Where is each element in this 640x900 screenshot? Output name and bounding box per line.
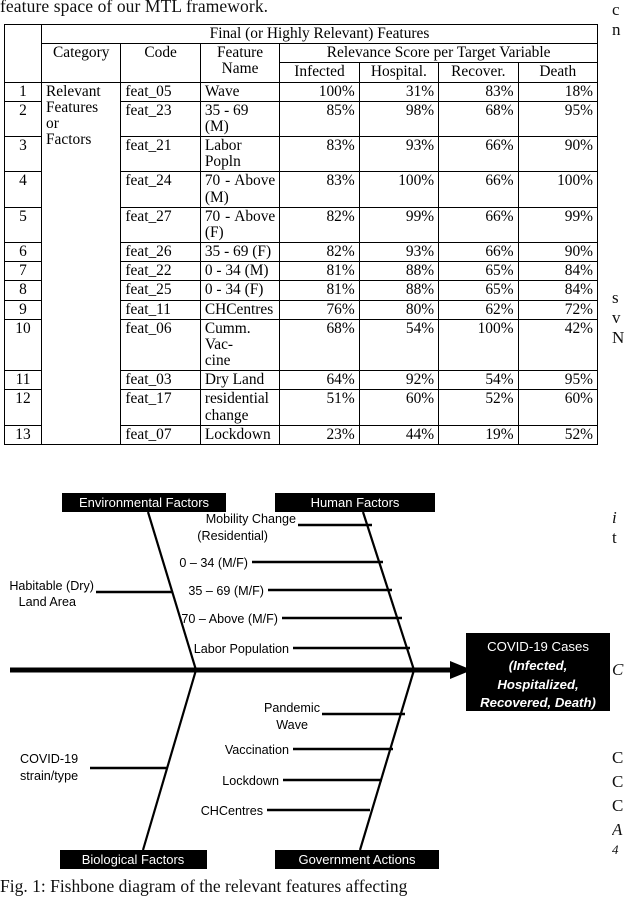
- category-box-government: [275, 850, 439, 869]
- cause-habitable-dry-land: [9, 579, 172, 609]
- category-line: Features: [46, 98, 99, 116]
- text-fragment: i: [612, 508, 617, 527]
- row-index: 5: [5, 207, 42, 242]
- row-hospital: 54%: [359, 319, 438, 371]
- row-death: 100%: [518, 172, 597, 207]
- row-feature-name: 0 - 34 (F): [200, 281, 279, 300]
- row-death: 90%: [518, 137, 597, 172]
- rib-biological: [143, 670, 196, 850]
- text-fragment: t: [612, 528, 617, 547]
- row-code: feat_25: [121, 281, 200, 300]
- row-recover: 68%: [439, 101, 518, 136]
- text-fragment: C: [612, 772, 624, 791]
- table-header-title-row: [5, 25, 598, 44]
- row-hospital: 92%: [359, 371, 438, 390]
- feature-name-line: 70 - Above: [204, 207, 276, 225]
- cause-age-70-above: [181, 612, 402, 626]
- row-code: feat_06: [121, 319, 200, 371]
- row-index: 10: [5, 319, 42, 371]
- row-recover: 66%: [439, 243, 518, 262]
- feature-name-line: 70 - Above: [204, 172, 276, 190]
- row-infected: 83%: [280, 137, 359, 172]
- age-range-text: 35 – 69 (M/F): [188, 584, 264, 598]
- header-code: Code: [121, 44, 200, 82]
- cause-label-age-0-34: [179, 556, 248, 570]
- row-code: feat_07: [121, 425, 200, 444]
- row-category: [42, 82, 121, 444]
- row-code: feat_23: [121, 101, 200, 136]
- cause-age-35-69: [188, 584, 392, 598]
- cause-label-line-1: Vaccination: [224, 743, 289, 757]
- spine-arrow: [10, 661, 472, 679]
- category-box-environmental: [62, 493, 226, 512]
- row-index: 1: [5, 82, 42, 101]
- row-hospital: 44%: [359, 425, 438, 444]
- row-code: feat_24: [121, 172, 200, 207]
- effect-box-line-3: Hospitalized,: [497, 677, 579, 692]
- feature-name-line: cine: [204, 352, 231, 370]
- row-feature-name: [200, 390, 279, 425]
- row-hospital: 88%: [359, 262, 438, 281]
- effect-box-line-1: COVID-19 Cases: [487, 639, 589, 654]
- cause-label-line-2: Land Area: [18, 595, 76, 609]
- row-infected: 100%: [280, 82, 359, 101]
- row-infected: 81%: [280, 281, 359, 300]
- row-infected: 83%: [280, 172, 359, 207]
- figure-caption: Fig. 1: Fishbone diagram of the relevant features affecting: [0, 876, 408, 896]
- row-feature-name: Labor Popln: [200, 137, 279, 172]
- row-index: 13: [5, 425, 42, 444]
- row-hospital: 99%: [359, 207, 438, 242]
- row-index: 6: [5, 243, 42, 262]
- effect-box-covid-cases: [466, 633, 610, 711]
- row-feature-name: [200, 319, 279, 371]
- feature-table-container: [4, 24, 598, 445]
- cause-label-line-1: Labor Population: [193, 642, 289, 656]
- row-infected: 23%: [280, 425, 359, 444]
- category-box-biological: [60, 850, 207, 869]
- text-fragment: 4: [612, 842, 619, 857]
- row-death: 60%: [518, 390, 597, 425]
- row-hospital: 93%: [359, 243, 438, 262]
- row-recover: 52%: [439, 390, 518, 425]
- row-hospital: 93%: [359, 137, 438, 172]
- row-index: 3: [5, 137, 42, 172]
- row-feature-name: [200, 172, 279, 207]
- text-fragment: A: [612, 820, 623, 839]
- row-code: feat_27: [121, 207, 200, 242]
- cause-pandemic-wave: [264, 701, 405, 732]
- row-death: 52%: [518, 425, 597, 444]
- header-category: Category: [42, 44, 121, 82]
- category-box-environmental-label: Environmental Factors: [78, 495, 210, 510]
- header-target-hospital: Hospital.: [359, 63, 438, 82]
- row-death: 90%: [518, 243, 597, 262]
- feature-table: [4, 24, 598, 445]
- cause-covid-strain-type: [20, 752, 167, 783]
- row-feature-name: [200, 207, 279, 242]
- cause-chcentres: [201, 804, 370, 818]
- row-death: 99%: [518, 207, 597, 242]
- age-range-text: 0 – 34 (M/F): [179, 556, 248, 570]
- text-fragment: n: [612, 20, 621, 39]
- cause-label-line-1: COVID-19: [20, 752, 79, 766]
- category-box-biological-label: Biological Factors: [81, 852, 185, 867]
- row-hospital: 98%: [359, 101, 438, 136]
- row-code: feat_03: [121, 371, 200, 390]
- text-fragment: c: [612, 0, 620, 19]
- row-index: 12: [5, 390, 42, 425]
- row-hospital: 80%: [359, 300, 438, 319]
- cause-label-line-2: Wave: [276, 718, 308, 732]
- cause-label-line-2: strain/type: [20, 769, 79, 783]
- fishbone-diagram: [0, 478, 612, 878]
- cause-label-line-1: CHCentres: [200, 804, 263, 818]
- effect-box-line-4: Recovered, Death): [480, 695, 596, 710]
- row-code: feat_22: [121, 262, 200, 281]
- row-death: 72%: [518, 300, 597, 319]
- row-recover: 66%: [439, 172, 518, 207]
- row-feature-name: Lockdown: [200, 425, 279, 444]
- row-code: feat_26: [121, 243, 200, 262]
- row-infected: 64%: [280, 371, 359, 390]
- feature-name-line: residential: [204, 390, 269, 408]
- row-index: 9: [5, 300, 42, 319]
- page-top-text: feature space of our MTL framework.: [0, 0, 269, 16]
- row-feature-name: CHCentres: [200, 300, 279, 319]
- text-fragment: v: [612, 308, 621, 327]
- table-row: [5, 82, 598, 101]
- row-recover: 83%: [439, 82, 518, 101]
- cause-label-line-1: Mobility Change: [205, 512, 296, 526]
- feature-name-line: Cumm. Vac-: [204, 319, 251, 353]
- row-recover: 65%: [439, 262, 518, 281]
- row-hospital: 60%: [359, 390, 438, 425]
- cause-mobility-change: [197, 512, 372, 543]
- row-index: 2: [5, 101, 42, 136]
- cause-label-line-1: Habitable (Dry): [9, 579, 94, 593]
- row-death: 18%: [518, 82, 597, 101]
- row-recover: 65%: [439, 281, 518, 300]
- row-recover: 100%: [439, 319, 518, 371]
- row-death: 84%: [518, 262, 597, 281]
- header-target-death: Death: [518, 63, 597, 82]
- row-feature-name: 35 - 69 (F): [200, 243, 279, 262]
- header-target-recover: Recover.: [439, 63, 518, 82]
- row-recover: 66%: [439, 207, 518, 242]
- cause-labor-population: [194, 642, 410, 656]
- cause-age-0-34: [179, 556, 383, 570]
- cause-label-age-70-above: [181, 612, 278, 626]
- text-fragment: s: [612, 288, 619, 307]
- row-feature-name: Wave: [200, 82, 279, 101]
- category-line: or: [46, 114, 59, 132]
- category-line: Factors: [46, 131, 92, 149]
- row-recover: 54%: [439, 371, 518, 390]
- row-recover: 62%: [439, 300, 518, 319]
- cause-label-line-1: Pandemic: [263, 701, 320, 715]
- row-code: feat_17: [121, 390, 200, 425]
- feature-name-line: (F): [204, 223, 224, 241]
- header-title: Final (or Highly Relevant) Features: [42, 25, 598, 44]
- row-index: 4: [5, 172, 42, 207]
- category-line: Relevant: [46, 82, 101, 100]
- row-death: 42%: [518, 319, 597, 371]
- row-recover: 19%: [439, 425, 518, 444]
- row-feature-name: 0 - 34 (M): [200, 262, 279, 281]
- row-infected: 76%: [280, 300, 359, 319]
- row-infected: 82%: [280, 207, 359, 242]
- category-box-human: [275, 493, 435, 512]
- row-hospital: 31%: [359, 82, 438, 101]
- row-feature-name: 35 - 69 (M): [200, 101, 279, 136]
- cause-vaccination: [225, 743, 393, 757]
- cause-label-age-35-69: [188, 584, 264, 598]
- category-box-government-label: Government Actions: [298, 852, 416, 867]
- header-relevance-group: Relevance Score per Target Variable: [280, 44, 598, 63]
- text-fragment: C: [612, 748, 624, 767]
- category-box-human-label: Human Factors: [310, 495, 400, 510]
- cause-label-line-1: Lockdown: [222, 774, 279, 788]
- text-fragment: N: [612, 328, 625, 347]
- row-code: feat_21: [121, 137, 200, 172]
- row-infected: 85%: [280, 101, 359, 136]
- row-death: 84%: [518, 281, 597, 300]
- row-infected: 51%: [280, 390, 359, 425]
- effect-box-line-2: (Infected,: [508, 658, 568, 673]
- row-hospital: 88%: [359, 281, 438, 300]
- table-header-row: [5, 44, 598, 63]
- header-target-infected: Infected: [280, 63, 359, 82]
- row-infected: 82%: [280, 243, 359, 262]
- row-infected: 68%: [280, 319, 359, 371]
- cause-lockdown: [222, 774, 382, 788]
- rib-government: [360, 670, 414, 850]
- row-death: 95%: [518, 371, 597, 390]
- header-feature-name: Feature Name: [200, 44, 279, 82]
- row-feature-name: Dry Land: [200, 371, 279, 390]
- text-fragment: C: [612, 660, 624, 679]
- feature-name-line: change: [204, 406, 249, 424]
- row-code: feat_11: [121, 300, 200, 319]
- feature-name-line: (M): [204, 188, 229, 206]
- row-hospital: 100%: [359, 172, 438, 207]
- right-column-text-fragments: [612, 0, 640, 900]
- text-fragment: C: [612, 796, 624, 815]
- row-index: 11: [5, 371, 42, 390]
- row-index: 8: [5, 281, 42, 300]
- age-range-text: 70 – Above (M/F): [181, 612, 278, 626]
- cause-label-line-2: (Residential): [197, 529, 268, 543]
- row-index: 7: [5, 262, 42, 281]
- row-code: feat_05: [121, 82, 200, 101]
- header-index-corner: [5, 25, 42, 83]
- row-death: 95%: [518, 101, 597, 136]
- row-infected: 81%: [280, 262, 359, 281]
- row-recover: 66%: [439, 137, 518, 172]
